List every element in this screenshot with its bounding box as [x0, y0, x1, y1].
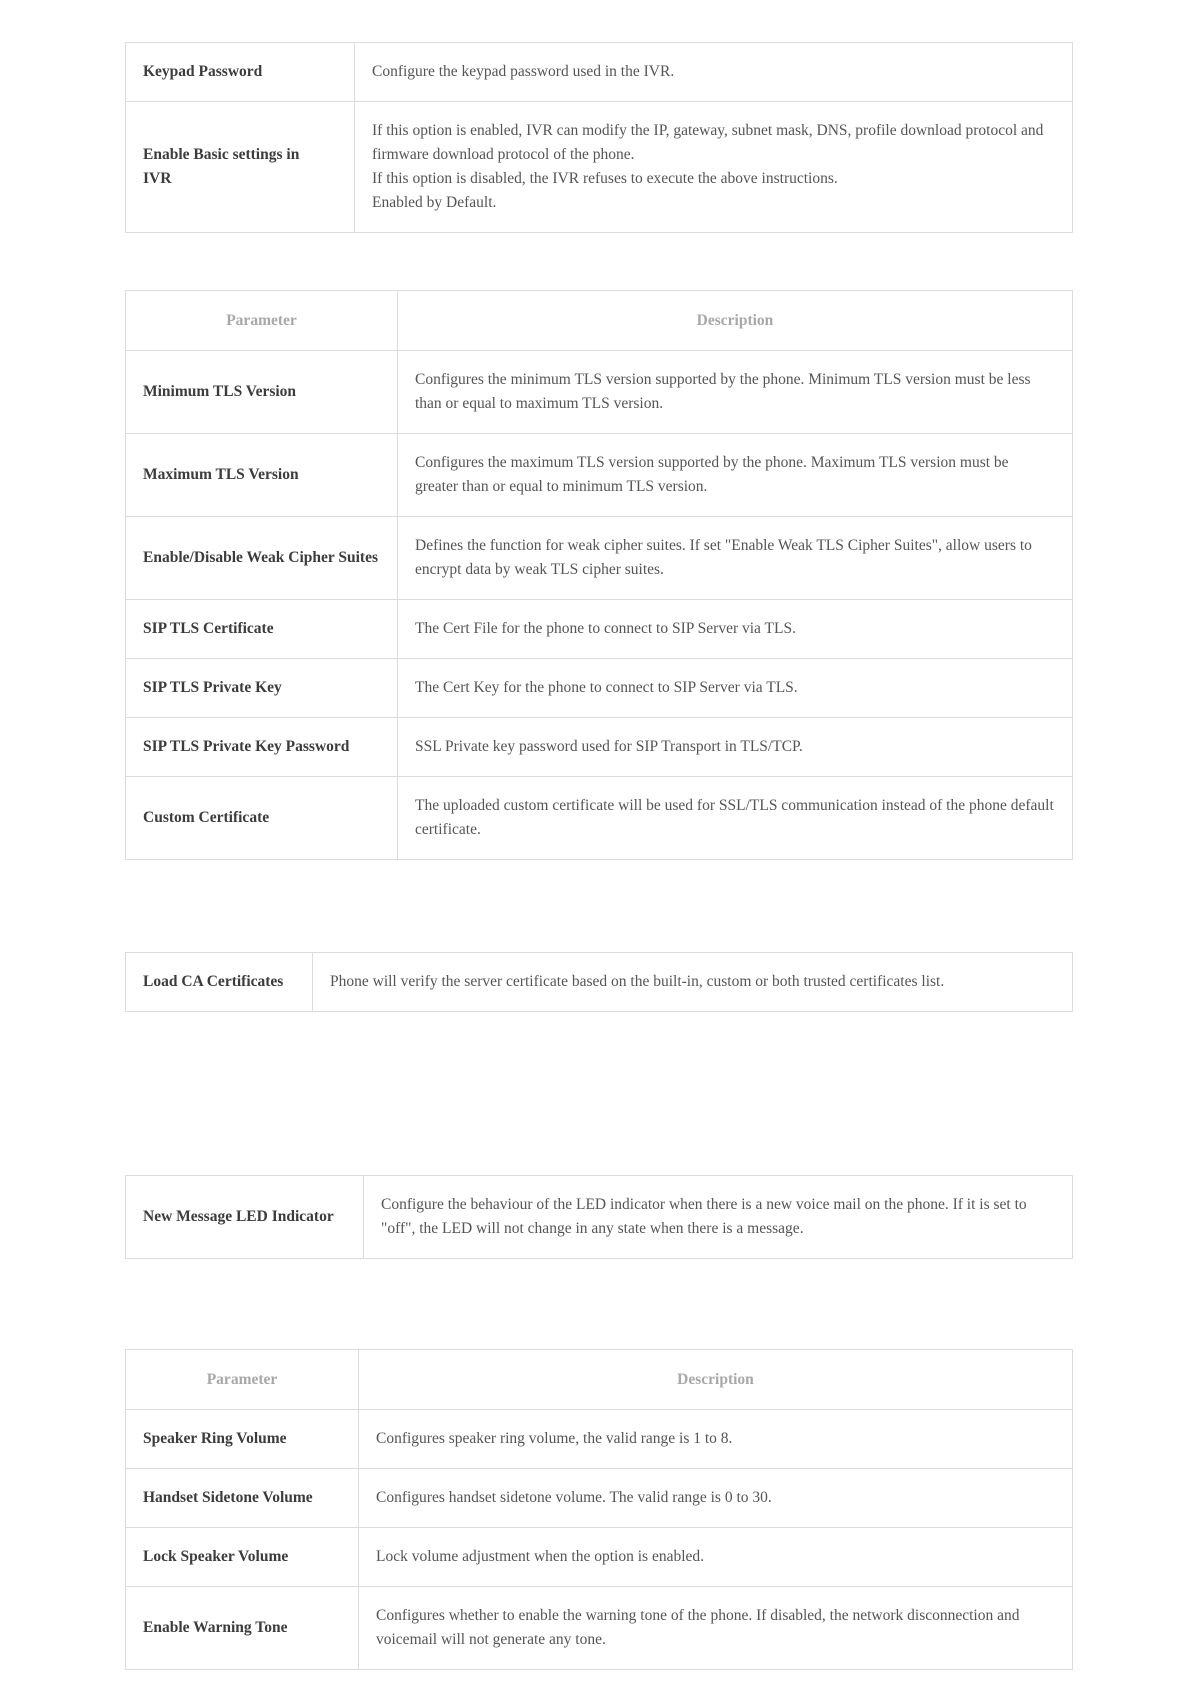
table-row	[126, 953, 1073, 1012]
parameter-column-header: Parameter	[126, 291, 398, 351]
parameter-cell: Handset Sidetone Volume	[126, 1469, 359, 1528]
table-row	[126, 434, 1073, 517]
description-cell: Configures handset sidetone volume. The valid range is 0 to 30.	[359, 1469, 1073, 1528]
description-cell: Configure the keypad password used in the IVR.	[355, 43, 1073, 102]
table-row	[126, 600, 1073, 659]
table-row	[126, 102, 1073, 233]
led-indicator-table	[125, 1175, 1073, 1259]
tls-settings-table	[125, 290, 1073, 860]
parameter-cell: Lock Speaker Volume	[126, 1528, 359, 1587]
parameter-text: Enable Basic settings in IVR	[143, 146, 300, 187]
table-row	[126, 777, 1073, 860]
description-cell: The Cert File for the phone to connect to SIP Server via TLS.	[398, 600, 1073, 659]
table-header-row	[126, 1350, 1073, 1410]
description-cell: Lock volume adjustment when the option is enabled.	[359, 1528, 1073, 1587]
description-cell: Configures the minimum TLS version supported by the phone. Minimum TLS version must be less than or equal to maximum TLS version.	[398, 351, 1073, 434]
parameter-cell: Custom Certificate	[126, 777, 398, 860]
parameter-cell: Minimum TLS Version	[126, 351, 398, 434]
parameter-cell: SIP TLS Certificate	[126, 600, 398, 659]
ca-certificates-table	[125, 952, 1073, 1012]
parameter-cell: Load CA Certificates	[126, 953, 313, 1012]
description-cell: Configure the behaviour of the LED indicator when there is a new voice mail on the phone. If it is set to "off", the LED will not change in any state when there is a message.	[364, 1176, 1073, 1259]
table-row	[126, 1528, 1073, 1587]
table-row	[126, 43, 1073, 102]
parameter-cell: Speaker Ring Volume	[126, 1410, 359, 1469]
table-row	[126, 718, 1073, 777]
description-cell	[355, 102, 1073, 233]
description-cell: Configures the maximum TLS version supported by the phone. Maximum TLS version must be greater than or equal to minimum TLS version.	[398, 434, 1073, 517]
parameter-cell	[126, 102, 355, 233]
description-cell: Defines the function for weak cipher suites. If set "Enable Weak TLS Cipher Suites", allow users to encrypt data by weak TLS cipher suites.	[398, 517, 1073, 600]
description-cell: The uploaded custom certificate will be used for SSL/TLS communication instead of the phone default certificate.	[398, 777, 1073, 860]
parameter-cell: Maximum TLS Version	[126, 434, 398, 517]
parameter-cell: New Message LED Indicator	[126, 1176, 364, 1259]
ivr-settings-table	[125, 42, 1073, 233]
parameter-cell: SIP TLS Private Key	[126, 659, 398, 718]
description-cell: SSL Private key password used for SIP Transport in TLS/TCP.	[398, 718, 1073, 777]
parameter-cell: SIP TLS Private Key Password	[126, 718, 398, 777]
table-row	[126, 1469, 1073, 1528]
description-cell: The Cert Key for the phone to connect to SIP Server via TLS.	[398, 659, 1073, 718]
parameter-cell: Keypad Password	[126, 43, 355, 102]
table-row	[126, 517, 1073, 600]
description-line: If this option is enabled, IVR can modify the IP, gateway, subnet mask, DNS, profile download protocol and firmware download protocol of the phone.	[372, 122, 1044, 163]
table-row	[126, 1176, 1073, 1259]
table-row	[126, 351, 1073, 434]
parameter-cell: Enable/Disable Weak Cipher Suites	[126, 517, 398, 600]
description-cell: Configures whether to enable the warning tone of the phone. If disabled, the network disconnection and voicemail will not generate any tone.	[359, 1587, 1073, 1670]
table-row	[126, 1587, 1073, 1670]
volume-settings-table	[125, 1349, 1073, 1670]
table-row	[126, 659, 1073, 718]
description-cell: Phone will verify the server certificate based on the built-in, custom or both trusted certificates list.	[313, 953, 1073, 1012]
parameter-column-header: Parameter	[126, 1350, 359, 1410]
parameter-cell: Enable Warning Tone	[126, 1587, 359, 1670]
description-line: Enabled by Default.	[372, 194, 497, 211]
description-cell: Configures speaker ring volume, the valid range is 1 to 8.	[359, 1410, 1073, 1469]
table-header-row	[126, 291, 1073, 351]
description-line: If this option is disabled, the IVR refuses to execute the above instructions.	[372, 170, 838, 187]
description-column-header: Description	[359, 1350, 1073, 1410]
description-column-header: Description	[398, 291, 1073, 351]
table-row	[126, 1410, 1073, 1469]
